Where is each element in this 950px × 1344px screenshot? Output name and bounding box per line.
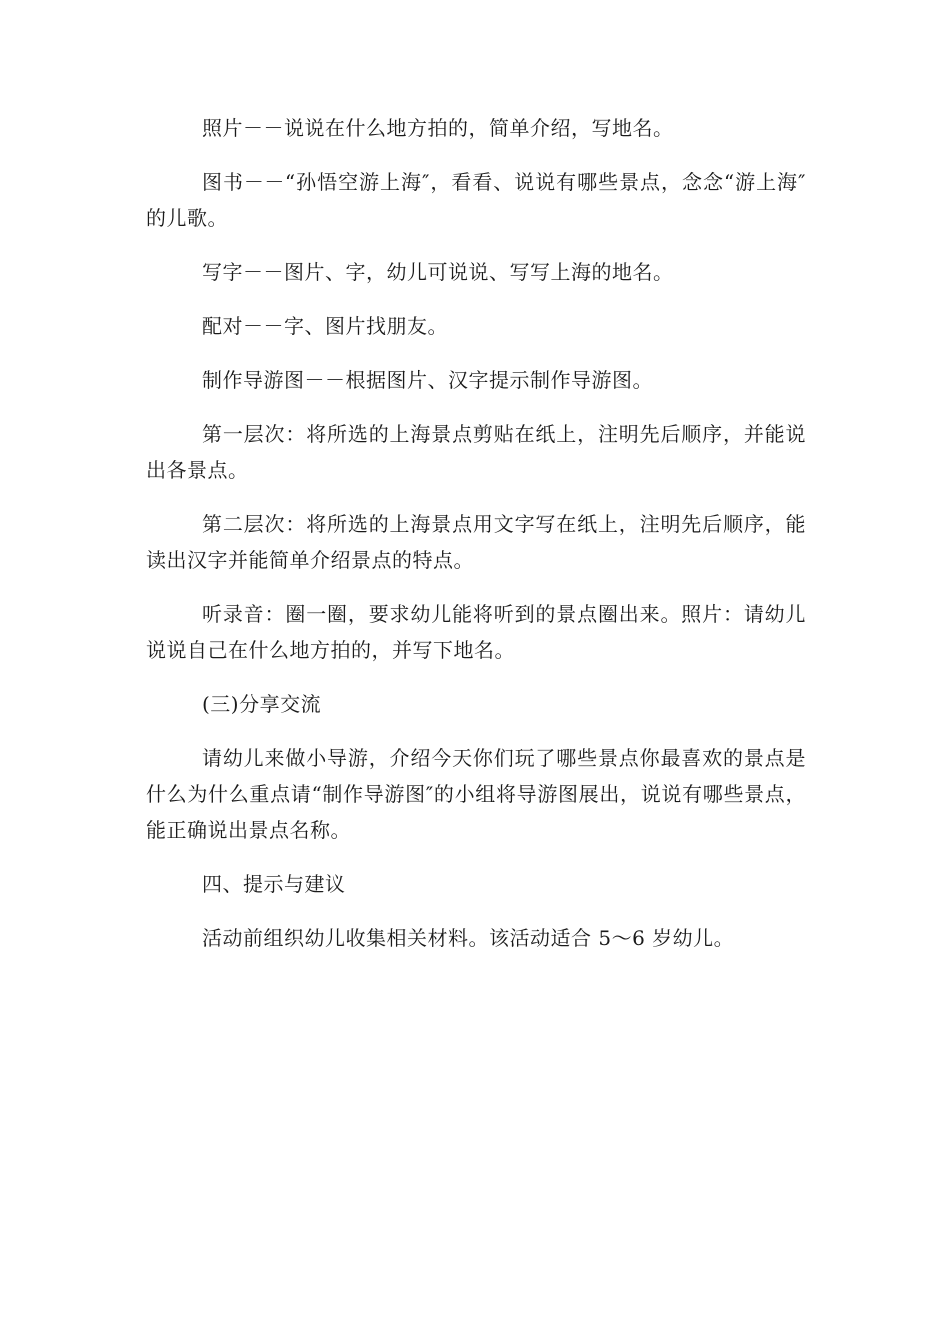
paragraph-listening: 听录音：圈一圈，要求幼儿能将听到的景点圈出来。照片：请幼儿说说自己在什么地方拍的，并写下地名。 — [146, 602, 806, 662]
section-heading-sharing: (三)分享交流 — [202, 692, 322, 716]
paragraph-photo: 照片－－说说在什么地方拍的，简单介绍，写地名。 — [202, 116, 674, 140]
paragraph-sharing: 请幼儿来做小导游，介绍今天你们玩了哪些景点你最喜欢的景点是什么为什么重点请“制作导游图″的小组将导游图展出，说说有哪些景点，能正确说出景点名称。 — [146, 746, 806, 842]
document-body — [146, 110, 806, 974]
paragraph-writing: 写字－－图片、字，幼儿可说说、写写上海的地名。 — [202, 260, 674, 284]
paragraph-matching: 配对－－字、图片找朋友。 — [202, 314, 448, 338]
paragraph-level-one: 第一层次：将所选的上海景点剪贴在纸上，注明先后顺序，并能说出各景点。 — [146, 422, 806, 482]
section-heading-tips: 四、提示与建议 — [202, 872, 346, 896]
paragraph-books: 图书－－“孙悟空游上海″，看看、说说有哪些景点，念念“游上海″的儿歌。 — [146, 170, 806, 230]
paragraph-guide-map: 制作导游图－－根据图片、汉字提示制作导游图。 — [202, 368, 653, 392]
paragraph-tips: 活动前组织幼儿收集相关材料。该活动适合 5～6 岁幼儿。 — [202, 926, 735, 950]
paragraph-level-two: 第二层次：将所选的上海景点用文字写在纸上，注明先后顺序，能读出汉字并能简单介绍景点的特点。 — [146, 512, 806, 572]
